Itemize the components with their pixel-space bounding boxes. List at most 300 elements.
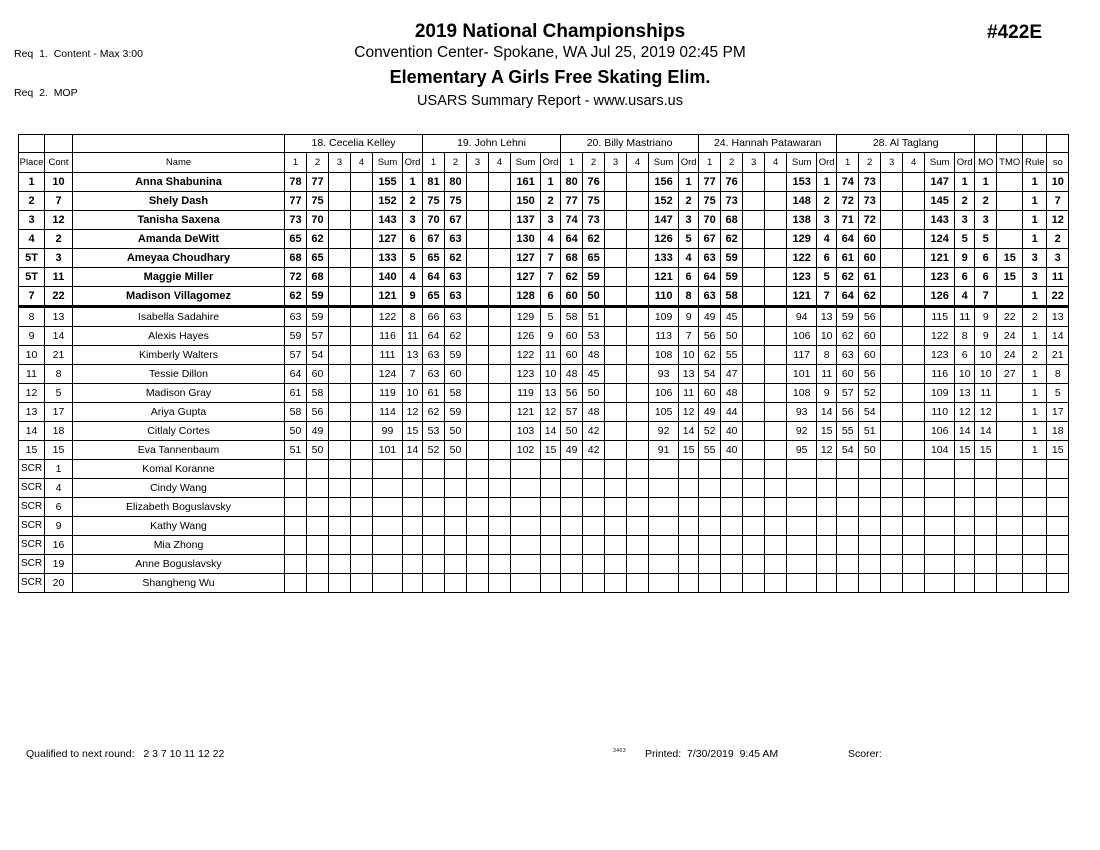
cell-judge3-mark1: [561, 574, 583, 593]
cell-judge4-mark2: [721, 555, 743, 574]
cell-judge1-mark3: [329, 365, 351, 384]
cell-judge5-sum: 143: [925, 211, 955, 230]
score-sheet: [18, 134, 1064, 593]
cell-judge4-mark1: 60: [699, 384, 721, 403]
cell-judge5-mark2: 60: [859, 327, 881, 346]
header-judge1-mark4: 4: [351, 153, 373, 173]
cell-judge4-ord: 10: [817, 327, 837, 346]
cell-judge4-mark1: [699, 498, 721, 517]
cell-judge3-mark3: [605, 441, 627, 460]
cell-judge2-ord: [541, 498, 561, 517]
cell-judge3-mark1: [561, 536, 583, 555]
cell-judge3-ord: 6: [679, 268, 699, 287]
cell-judge1-mark2: 75: [307, 192, 329, 211]
cell-judge1-mark2: 60: [307, 365, 329, 384]
table-row[interactable]: [19, 230, 1069, 249]
cell-skater-name: Alexis Hayes: [73, 327, 285, 346]
cell-judge1-mark4: [351, 287, 373, 307]
cell-mo: 15: [975, 441, 997, 460]
cell-judge1-sum: 116: [373, 327, 403, 346]
cell-judge1-mark3: [329, 479, 351, 498]
cell-judge5-mark2: 73: [859, 173, 881, 192]
cell-judge5-mark4: [903, 327, 925, 346]
report-title-block: [0, 20, 1100, 111]
cell-judge1-mark1: 57: [285, 346, 307, 365]
cell-judge3-mark2: 51: [583, 307, 605, 327]
cell-mo: [975, 479, 997, 498]
report-code: 3403: [613, 748, 627, 754]
header-judge2-mark3: 3: [467, 153, 489, 173]
header-judge4-mark2: 2: [721, 153, 743, 173]
cell-mo: 3: [975, 211, 997, 230]
cell-judge1-mark1: [285, 498, 307, 517]
cell-judge5-mark4: [903, 403, 925, 422]
cell-judge1-mark2: 59: [307, 307, 329, 327]
cell-judge2-mark3: [467, 460, 489, 479]
cell-judge4-sum: [787, 479, 817, 498]
cell-judge2-ord: [541, 479, 561, 498]
cell-judge5-sum: 123: [925, 346, 955, 365]
header-name: Name: [73, 153, 285, 173]
cell-judge3-mark4: [627, 555, 649, 574]
cell-judge2-sum: 128: [511, 287, 541, 307]
cell-so: 7: [1047, 192, 1069, 211]
table-row[interactable]: [19, 517, 1069, 536]
cell-mo: 5: [975, 230, 997, 249]
cell-place: 9: [19, 327, 45, 346]
cell-judge3-mark2: [583, 536, 605, 555]
header-mo: MO: [975, 153, 997, 173]
cell-judge5-mark4: [903, 365, 925, 384]
cell-judge1-sum: [373, 479, 403, 498]
cell-judge5-sum: 110: [925, 403, 955, 422]
cell-judge3-ord: [679, 517, 699, 536]
cell-judge5-mark2: 60: [859, 249, 881, 268]
cell-judge1-mark4: [351, 192, 373, 211]
cell-judge5-ord: 6: [955, 346, 975, 365]
cell-judge2-mark2: [445, 479, 467, 498]
cell-judge1-ord: 11: [403, 327, 423, 346]
cell-judge3-mark4: [627, 460, 649, 479]
cell-judge3-mark4: [627, 403, 649, 422]
cell-judge3-mark1: 57: [561, 403, 583, 422]
header-judge1-ord: Ord: [403, 153, 423, 173]
cell-judge2-mark1: 66: [423, 307, 445, 327]
cell-judge3-mark2: 59: [583, 268, 605, 287]
cell-judge1-ord: 12: [403, 403, 423, 422]
cell-judge5-mark4: [903, 268, 925, 287]
cell-judge2-mark1: 64: [423, 268, 445, 287]
cell-judge5-mark3: [881, 555, 903, 574]
cell-judge3-ord: 10: [679, 346, 699, 365]
cell-judge2-mark2: 50: [445, 422, 467, 441]
cell-judge1-mark1: [285, 536, 307, 555]
cell-judge3-mark1: 77: [561, 192, 583, 211]
cell-judge3-ord: 9: [679, 307, 699, 327]
cell-judge2-mark2: 62: [445, 327, 467, 346]
cell-judge3-ord: [679, 479, 699, 498]
cell-judge4-mark1: 56: [699, 327, 721, 346]
cell-judge4-mark3: [743, 403, 765, 422]
cell-judge1-sum: 133: [373, 249, 403, 268]
cell-judge1-ord: 8: [403, 307, 423, 327]
header-judge3-ord: Ord: [679, 153, 699, 173]
cell-judge1-mark2: 70: [307, 211, 329, 230]
cell-mo: 2: [975, 192, 997, 211]
table-row[interactable]: [19, 441, 1069, 460]
cell-judge4-mark2: [721, 574, 743, 593]
cell-judge4-sum: 94: [787, 307, 817, 327]
cell-judge1-mark3: [329, 327, 351, 346]
cell-judge1-mark4: [351, 403, 373, 422]
cell-cont: 15: [45, 441, 73, 460]
cell-judge2-mark2: 80: [445, 173, 467, 192]
cell-cont: 13: [45, 307, 73, 327]
cell-judge3-sum: 105: [649, 403, 679, 422]
cell-place: SCR: [19, 460, 45, 479]
cell-judge1-mark2: 68: [307, 268, 329, 287]
cell-judge3-mark3: [605, 517, 627, 536]
cell-judge5-ord: 8: [955, 327, 975, 346]
cell-judge4-mark3: [743, 287, 765, 307]
cell-judge1-mark1: 61: [285, 384, 307, 403]
cell-place: 5T: [19, 249, 45, 268]
cell-judge2-mark1: 52: [423, 441, 445, 460]
cell-judge5-mark1: 54: [837, 441, 859, 460]
cell-judge2-sum: 122: [511, 346, 541, 365]
cell-judge1-mark4: [351, 517, 373, 536]
cell-judge5-mark3: [881, 479, 903, 498]
cell-skater-name: Madison Gray: [73, 384, 285, 403]
cell-judge5-mark4: [903, 346, 925, 365]
header-judge2-mark2: 2: [445, 153, 467, 173]
spacer-cell: [19, 135, 45, 153]
header-judge4-mark4: 4: [765, 153, 787, 173]
cell-so: 3: [1047, 249, 1069, 268]
division-title: Elementary A Girls Free Skating Elim.: [389, 67, 711, 87]
cell-judge5-mark1: 61: [837, 249, 859, 268]
cell-skater-name: Komal Koranne: [73, 460, 285, 479]
cell-judge4-mark1: 54: [699, 365, 721, 384]
cell-judge5-sum: 124: [925, 230, 955, 249]
cell-judge1-mark3: [329, 517, 351, 536]
cell-judge5-ord: 14: [955, 422, 975, 441]
cell-judge4-mark3: [743, 346, 765, 365]
cell-judge1-mark4: [351, 498, 373, 517]
cell-judge3-ord: 3: [679, 211, 699, 230]
cell-judge3-ord: 13: [679, 365, 699, 384]
cell-rule: [1023, 536, 1047, 555]
cell-judge2-mark3: [467, 498, 489, 517]
cell-place: 14: [19, 422, 45, 441]
cell-judge1-mark1: [285, 479, 307, 498]
cell-judge2-ord: 2: [541, 192, 561, 211]
table-row[interactable]: [19, 365, 1069, 384]
cell-judge3-mark1: 80: [561, 173, 583, 192]
cell-tmo: [997, 574, 1023, 593]
cell-so: 11: [1047, 268, 1069, 287]
cell-judge5-mark1: [837, 555, 859, 574]
cell-judge5-mark1: [837, 536, 859, 555]
table-row[interactable]: [19, 249, 1069, 268]
cell-judge5-mark1: 55: [837, 422, 859, 441]
cell-judge2-sum: [511, 460, 541, 479]
cell-place: SCR: [19, 479, 45, 498]
cell-judge1-mark3: [329, 230, 351, 249]
table-row[interactable]: [19, 211, 1069, 230]
cell-judge4-mark3: [743, 192, 765, 211]
cell-place: 8: [19, 307, 45, 327]
cell-judge3-mark1: 74: [561, 211, 583, 230]
header-judge3-mark4: 4: [627, 153, 649, 173]
cell-judge5-mark2: 73: [859, 192, 881, 211]
cell-judge4-mark3: [743, 249, 765, 268]
cell-judge4-mark4: [765, 574, 787, 593]
header-so: so: [1047, 153, 1069, 173]
cell-judge5-mark3: [881, 422, 903, 441]
cell-cont: 10: [45, 173, 73, 192]
cell-judge1-mark2: 59: [307, 287, 329, 307]
cell-judge1-ord: [403, 574, 423, 593]
cell-judge3-ord: 4: [679, 249, 699, 268]
cell-judge4-mark4: [765, 211, 787, 230]
table-row[interactable]: [19, 384, 1069, 403]
table-row[interactable]: [19, 403, 1069, 422]
cell-judge4-mark2: 68: [721, 211, 743, 230]
cell-judge2-mark1: [423, 498, 445, 517]
cell-judge5-ord: [955, 479, 975, 498]
cell-judge1-mark3: [329, 422, 351, 441]
cell-judge3-mark3: [605, 403, 627, 422]
cell-judge5-ord: 13: [955, 384, 975, 403]
cell-judge1-sum: [373, 517, 403, 536]
cell-judge2-mark4: [489, 249, 511, 268]
cell-judge2-mark1: 53: [423, 422, 445, 441]
cell-judge5-mark3: [881, 192, 903, 211]
cell-judge4-mark1: 75: [699, 192, 721, 211]
cell-judge4-mark4: [765, 268, 787, 287]
cell-judge4-mark3: [743, 460, 765, 479]
cell-judge3-mark4: [627, 249, 649, 268]
cell-judge4-sum: 101: [787, 365, 817, 384]
cell-tmo: [997, 192, 1023, 211]
cell-judge1-mark3: [329, 555, 351, 574]
cell-judge1-mark3: [329, 384, 351, 403]
cell-judge2-mark4: [489, 441, 511, 460]
cell-judge5-mark4: [903, 517, 925, 536]
cell-judge4-mark2: 40: [721, 441, 743, 460]
cell-judge2-sum: [511, 574, 541, 593]
spacer-cell: [975, 135, 997, 153]
cell-judge2-ord: 7: [541, 249, 561, 268]
cell-mo: [975, 517, 997, 536]
cell-judge2-mark3: [467, 422, 489, 441]
cell-judge4-mark3: [743, 173, 765, 192]
cell-judge1-mark4: [351, 230, 373, 249]
cell-so: 13: [1047, 307, 1069, 327]
cell-judge5-sum: 122: [925, 327, 955, 346]
cell-judge2-mark4: [489, 346, 511, 365]
cell-skater-name: Kathy Wang: [73, 517, 285, 536]
table-row[interactable]: [19, 555, 1069, 574]
cell-place: 5T: [19, 268, 45, 287]
cell-judge1-mark2: 65: [307, 249, 329, 268]
cell-judge1-sum: 99: [373, 422, 403, 441]
cell-judge2-mark2: 62: [445, 249, 467, 268]
cell-mo: 10: [975, 346, 997, 365]
cell-judge4-mark4: [765, 192, 787, 211]
table-row[interactable]: [19, 327, 1069, 346]
cell-judge5-mark1: [837, 479, 859, 498]
cell-judge3-mark3: [605, 346, 627, 365]
cell-judge3-ord: 5: [679, 230, 699, 249]
cell-judge4-sum: 95: [787, 441, 817, 460]
table-row[interactable]: [19, 173, 1069, 192]
cell-judge2-ord: 6: [541, 287, 561, 307]
cell-judge5-ord: [955, 536, 975, 555]
cell-judge4-sum: [787, 555, 817, 574]
cell-judge2-sum: 103: [511, 422, 541, 441]
cell-judge2-mark3: [467, 384, 489, 403]
cell-so: 10: [1047, 173, 1069, 192]
cell-judge2-mark1: [423, 574, 445, 593]
cell-judge2-mark3: [467, 479, 489, 498]
cell-judge2-mark3: [467, 287, 489, 307]
cell-judge3-mark3: [605, 498, 627, 517]
cell-judge5-mark4: [903, 384, 925, 403]
table-row[interactable]: [19, 498, 1069, 517]
cell-judge4-mark3: [743, 384, 765, 403]
cell-judge2-mark3: [467, 403, 489, 422]
cell-rule: [1023, 517, 1047, 536]
cell-judge1-sum: 152: [373, 192, 403, 211]
cell-judge4-mark4: [765, 365, 787, 384]
cell-judge3-mark3: [605, 365, 627, 384]
cell-judge3-mark1: 49: [561, 441, 583, 460]
cell-judge2-mark1: 63: [423, 346, 445, 365]
table-row[interactable]: [19, 268, 1069, 287]
table-row[interactable]: [19, 287, 1069, 307]
cell-skater-name: Cindy Wang: [73, 479, 285, 498]
cell-judge1-mark1: 77: [285, 192, 307, 211]
cell-judge3-mark1: 56: [561, 384, 583, 403]
cell-so: 17: [1047, 403, 1069, 422]
cell-judge1-mark3: [329, 173, 351, 192]
cell-rule: 1: [1023, 192, 1047, 211]
cell-judge3-sum: 133: [649, 249, 679, 268]
cell-judge2-mark1: 64: [423, 327, 445, 346]
header-judge4-mark3: 3: [743, 153, 765, 173]
cell-judge2-sum: 161: [511, 173, 541, 192]
header-judge2-mark4: 4: [489, 153, 511, 173]
table-row[interactable]: [19, 307, 1069, 327]
cell-judge4-ord: 11: [817, 365, 837, 384]
cell-judge4-mark4: [765, 441, 787, 460]
cell-so: [1047, 517, 1069, 536]
cell-judge2-mark4: [489, 422, 511, 441]
cell-skater-name: Isabella Sadahire: [73, 307, 285, 327]
cell-judge1-mark4: [351, 307, 373, 327]
cell-judge2-mark1: 65: [423, 249, 445, 268]
table-row[interactable]: [19, 574, 1069, 593]
cell-judge1-mark1: 73: [285, 211, 307, 230]
table-row[interactable]: [19, 479, 1069, 498]
cell-judge3-mark2: 42: [583, 441, 605, 460]
column-header-row: [19, 153, 1069, 173]
cell-judge3-mark4: [627, 517, 649, 536]
cell-judge2-sum: 102: [511, 441, 541, 460]
cell-judge2-mark4: [489, 403, 511, 422]
cell-judge2-mark2: 75: [445, 192, 467, 211]
cell-judge4-ord: 12: [817, 441, 837, 460]
cell-place: 4: [19, 230, 45, 249]
cell-judge4-mark2: 62: [721, 230, 743, 249]
cell-judge2-mark2: 59: [445, 403, 467, 422]
cell-judge4-mark4: [765, 327, 787, 346]
cell-judge3-mark4: [627, 365, 649, 384]
cell-judge3-mark2: 62: [583, 230, 605, 249]
cell-so: [1047, 536, 1069, 555]
cell-mo: [975, 498, 997, 517]
cell-judge2-mark2: [445, 555, 467, 574]
cell-judge4-mark2: [721, 460, 743, 479]
table-row[interactable]: [19, 192, 1069, 211]
table-row[interactable]: [19, 460, 1069, 479]
cell-judge3-sum: 121: [649, 268, 679, 287]
cell-tmo: [997, 517, 1023, 536]
cell-judge5-mark1: 56: [837, 403, 859, 422]
cell-judge3-mark4: [627, 384, 649, 403]
cell-judge4-mark4: [765, 555, 787, 574]
cell-judge1-ord: 5: [403, 249, 423, 268]
cell-rule: 3: [1023, 268, 1047, 287]
cell-cont: 18: [45, 422, 73, 441]
table-row[interactable]: [19, 422, 1069, 441]
cell-cont: 3: [45, 249, 73, 268]
cell-judge3-sum: 106: [649, 384, 679, 403]
cell-judge4-mark1: 49: [699, 403, 721, 422]
cell-judge3-mark3: [605, 249, 627, 268]
table-row[interactable]: [19, 536, 1069, 555]
cell-judge4-ord: 15: [817, 422, 837, 441]
cell-judge2-mark1: [423, 460, 445, 479]
cell-mo: 11: [975, 384, 997, 403]
cell-mo: 12: [975, 403, 997, 422]
event-title: 2019 National Championships: [414, 21, 686, 42]
judge-name: 19. John Lehni: [423, 135, 561, 153]
spacer-cell: [73, 135, 285, 153]
cell-judge4-sum: 92: [787, 422, 817, 441]
cell-judge1-sum: [373, 498, 403, 517]
cell-judge5-mark4: [903, 287, 925, 307]
cell-judge2-mark1: 67: [423, 230, 445, 249]
cell-tmo: [997, 384, 1023, 403]
cell-skater-name: Kimberly Walters: [73, 346, 285, 365]
cell-judge4-mark1: 55: [699, 441, 721, 460]
table-row[interactable]: [19, 346, 1069, 365]
cell-judge3-mark1: 68: [561, 249, 583, 268]
cell-judge2-mark4: [489, 173, 511, 192]
cell-judge1-mark2: 54: [307, 346, 329, 365]
cell-judge1-mark2: [307, 479, 329, 498]
cell-skater-name: Shely Dash: [73, 192, 285, 211]
cell-judge3-sum: [649, 517, 679, 536]
cell-judge1-ord: 3: [403, 211, 423, 230]
cell-tmo: [997, 441, 1023, 460]
cell-judge5-mark4: [903, 460, 925, 479]
cell-cont: 2: [45, 230, 73, 249]
cell-mo: [975, 460, 997, 479]
